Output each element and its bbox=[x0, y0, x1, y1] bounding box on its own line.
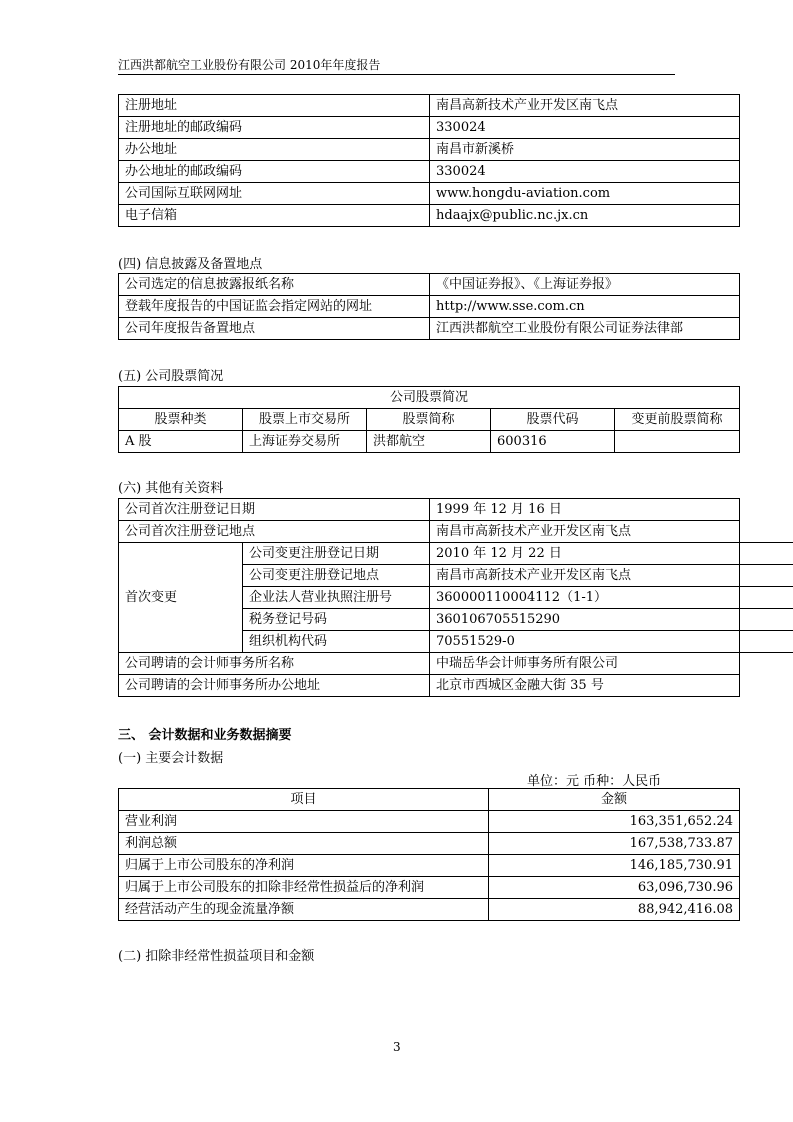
auditor-addr-label: 公司聘请的会计师事务所办公地址 bbox=[119, 675, 430, 697]
accounting-amount: 88,942,416.08 bbox=[489, 899, 740, 921]
section-3-sub2: (二) 扣除非经常性损益项目和金额 bbox=[118, 949, 315, 964]
change-row-value: 南昌市高新技术产业开发区南飞点 bbox=[430, 565, 740, 587]
accounting-row bbox=[119, 833, 740, 855]
accounting-item: 经营活动产生的现金流量净额 bbox=[119, 899, 489, 921]
first-reg-place-label: 公司首次注册登记地点 bbox=[119, 521, 430, 543]
stock-column-header: 股票代码 bbox=[491, 409, 615, 431]
stock-cell: 洪都航空 bbox=[367, 431, 491, 453]
contact-row bbox=[119, 139, 740, 161]
stock-cell bbox=[615, 431, 740, 453]
contact-label: 注册地址 bbox=[119, 95, 430, 117]
contact-table bbox=[118, 94, 740, 227]
contact-value: www.hongdu-aviation.com bbox=[430, 183, 740, 205]
disclosure-row bbox=[119, 318, 740, 340]
change-row-label: 组织机构代码 bbox=[243, 631, 430, 653]
auditor-name-value: 中瑞岳华会计师事务所有限公司 bbox=[430, 653, 740, 675]
accounting-item: 归属于上市公司股东的扣除非经常性损益后的净利润 bbox=[119, 877, 489, 899]
disclosure-value: http://www.sse.com.cn bbox=[430, 296, 740, 318]
header-divider bbox=[118, 74, 675, 75]
accounting-row bbox=[119, 855, 740, 877]
first-reg-date-label: 公司首次注册登记日期 bbox=[119, 499, 430, 521]
contact-value: 南昌高新技术产业开发区南飞点 bbox=[430, 95, 740, 117]
change-row-label: 公司变更注册登记地点 bbox=[243, 565, 430, 587]
change-row-value: 360106705515290 bbox=[430, 609, 740, 631]
stock-table-title: 公司股票简况 bbox=[119, 387, 740, 409]
stock-column-header: 股票种类 bbox=[119, 409, 243, 431]
accounting-amount: 167,538,733.87 bbox=[489, 833, 740, 855]
contact-value: 南昌市新溪桥 bbox=[430, 139, 740, 161]
contact-value: 330024 bbox=[430, 161, 740, 183]
unit-label: 单位：元 币种：人民币 bbox=[527, 774, 662, 789]
contact-row bbox=[119, 95, 740, 117]
stock-column-header: 变更前股票简称 bbox=[615, 409, 740, 431]
disclosure-table bbox=[118, 273, 740, 340]
section-stock-heading: (五) 公司股票简况 bbox=[118, 369, 224, 384]
acct-col-item: 项目 bbox=[119, 789, 489, 811]
stock-cell: A 股 bbox=[119, 431, 243, 453]
contact-label: 办公地址的邮政编码 bbox=[119, 161, 430, 183]
change-row-label: 公司变更注册登记日期 bbox=[243, 543, 430, 565]
section-3-sub1: (一) 主要会计数据 bbox=[118, 751, 224, 766]
change-row-value: 2010 年 12 月 22 日 bbox=[430, 543, 740, 565]
page-number: 3 bbox=[393, 1040, 401, 1054]
disclosure-value: 《中国证券报》、《上海证券报》 bbox=[430, 274, 740, 296]
accounting-item: 营业利润 bbox=[119, 811, 489, 833]
contact-value: hdaajx@public.nc.jx.cn bbox=[430, 205, 740, 227]
accounting-row bbox=[119, 899, 740, 921]
disclosure-label: 公司选定的信息披露报纸名称 bbox=[119, 274, 430, 296]
contact-label: 公司国际互联网网址 bbox=[119, 183, 430, 205]
contact-row bbox=[119, 117, 740, 139]
accounting-amount: 163,351,652.24 bbox=[489, 811, 740, 833]
stock-cell: 上海证券交易所 bbox=[243, 431, 367, 453]
stock-column-header: 股票上市交易所 bbox=[243, 409, 367, 431]
accounting-row bbox=[119, 811, 740, 833]
auditor-name-label: 公司聘请的会计师事务所名称 bbox=[119, 653, 430, 675]
contact-row bbox=[119, 161, 740, 183]
disclosure-label: 登载年度报告的中国证监会指定网站的网址 bbox=[119, 296, 430, 318]
stock-cell: 600316 bbox=[491, 431, 615, 453]
first-reg-place-value: 南昌市高新技术产业开发区南飞点 bbox=[430, 521, 740, 543]
disclosure-value: 江西洪都航空工业股份有限公司证券法律部 bbox=[430, 318, 740, 340]
page-header: 江西洪都航空工业股份有限公司 2010年年度报告 bbox=[118, 58, 381, 72]
contact-row bbox=[119, 183, 740, 205]
contact-row bbox=[119, 205, 740, 227]
first-reg-date-value: 1999 年 12 月 16 日 bbox=[430, 499, 740, 521]
stock-column-header: 股票简称 bbox=[367, 409, 491, 431]
change-row-value: 360000110004112（1-1） bbox=[430, 587, 740, 609]
section-disclosure-heading: (四) 信息披露及备置地点 bbox=[118, 257, 263, 272]
contact-label: 注册地址的邮政编码 bbox=[119, 117, 430, 139]
change-row-value: 70551529-0 bbox=[430, 631, 740, 653]
section-other-heading: (六) 其他有关资料 bbox=[118, 481, 224, 496]
acct-col-amount: 金额 bbox=[489, 789, 740, 811]
change-row-label: 税务登记号码 bbox=[243, 609, 430, 631]
disclosure-row bbox=[119, 296, 740, 318]
accounting-item: 利润总额 bbox=[119, 833, 489, 855]
accounting-table bbox=[118, 788, 740, 921]
contact-label: 电子信箱 bbox=[119, 205, 430, 227]
change-row-label: 企业法人营业执照注册号 bbox=[243, 587, 430, 609]
change-group-label: 首次变更 bbox=[119, 543, 243, 653]
other-info-table bbox=[118, 498, 793, 697]
accounting-row bbox=[119, 877, 740, 899]
auditor-addr-value: 北京市西城区金融大街 35 号 bbox=[430, 675, 740, 697]
disclosure-row bbox=[119, 274, 740, 296]
disclosure-label: 公司年度报告备置地点 bbox=[119, 318, 430, 340]
stock-table bbox=[118, 386, 740, 453]
contact-label: 办公地址 bbox=[119, 139, 430, 161]
accounting-amount: 63,096,730.96 bbox=[489, 877, 740, 899]
accounting-amount: 146,185,730.91 bbox=[489, 855, 740, 877]
contact-value: 330024 bbox=[430, 117, 740, 139]
section-3-heading: 三、 会计数据和业务数据摘要 bbox=[118, 728, 292, 743]
accounting-item: 归属于上市公司股东的净利润 bbox=[119, 855, 489, 877]
